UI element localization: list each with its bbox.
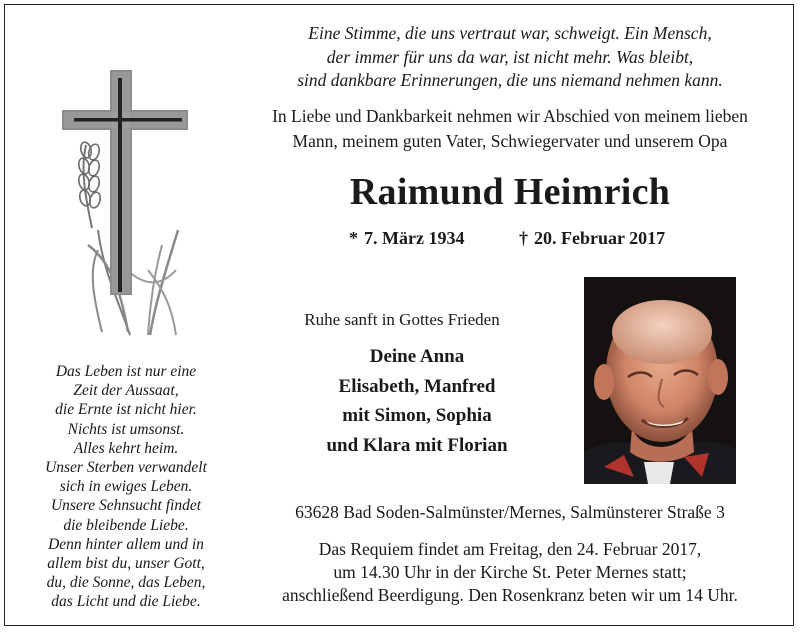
opening-quote: [250, 22, 770, 93]
death-date-text: 20. Februar 2017: [534, 228, 666, 248]
family-line: mit Simon, Sophia: [342, 405, 492, 426]
birth-date: [349, 228, 464, 249]
family-line: Deine Anna: [369, 346, 465, 367]
poem: [20, 362, 232, 612]
family-line: und Klara mit Florian: [326, 434, 508, 456]
family-signatures: [282, 342, 552, 460]
portrait-photo: [584, 277, 736, 484]
requiem-info: [250, 538, 770, 607]
requiem-line: anschließend Beerdigung. Den Rosenkranz beten wir um 14 Uhr.: [282, 585, 738, 605]
poem-line: Nichts ist umsonst.: [67, 420, 185, 438]
deceased-name: Raimund Heimrich: [349, 171, 671, 213]
poem-line: das Licht und die Liebe.: [51, 593, 201, 611]
birth-star-icon: *: [349, 228, 358, 248]
address-line: 63628 Bad Soden-Salmünster/Mernes, Salmünsterer Straße 3: [295, 502, 725, 522]
poem-line: Denn hinter allem und in: [48, 535, 204, 553]
poem-line: Das Leben ist nur eine: [55, 363, 197, 380]
poem-line: allem bist du, unser Gott,: [47, 555, 205, 573]
birth-date-text: 7. März 1934: [364, 228, 465, 248]
portrait-image: [584, 277, 736, 484]
intro-line: In Liebe und Dankbarkeit nehmen wir Abschied von meinem lieben: [272, 106, 748, 126]
poem-line: die Ernte ist nicht hier.: [55, 401, 197, 419]
cross-with-wheat-icon: [58, 70, 198, 340]
requiem-line: Das Requiem findet am Freitag, den 24. Februar 2017,: [318, 539, 702, 559]
quote-line: sind dankbare Erinnerungen, die uns niemand nehmen kann.: [297, 70, 723, 90]
poem-line: sich in ewiges Leben.: [59, 478, 193, 496]
poem-line: Unsere Sehnsucht findet: [50, 497, 202, 515]
requiem-line: um 14.30 Uhr in der Kirche St. Peter Mernes statt;: [333, 562, 687, 582]
poem-line: die bleibende Liebe.: [63, 516, 189, 534]
blessing-line: Ruhe sanft in Gottes Frieden: [304, 310, 500, 329]
quote-line: Eine Stimme, die uns vertraut war, schweigt. Ein Mensch,: [308, 23, 712, 43]
poem-line: Alles kehrt heim.: [73, 439, 179, 457]
poem-line: du, die Sonne, das Leben,: [46, 574, 206, 592]
poem-line: Unser Sterben verwandelt: [45, 459, 207, 477]
quote-line: der immer für uns da war, ist nicht mehr. Was bleibt,: [326, 46, 694, 67]
intro-line: Mann, meinem guten Vater, Schwiegervater und unserem Opa: [292, 131, 728, 151]
death-date: [519, 228, 665, 249]
poem-line: Zeit der Aussaat,: [73, 382, 179, 400]
farewell-intro: [250, 104, 770, 154]
family-line: Elisabeth, Manfred: [338, 375, 496, 397]
death-dagger-icon: †: [519, 228, 528, 248]
